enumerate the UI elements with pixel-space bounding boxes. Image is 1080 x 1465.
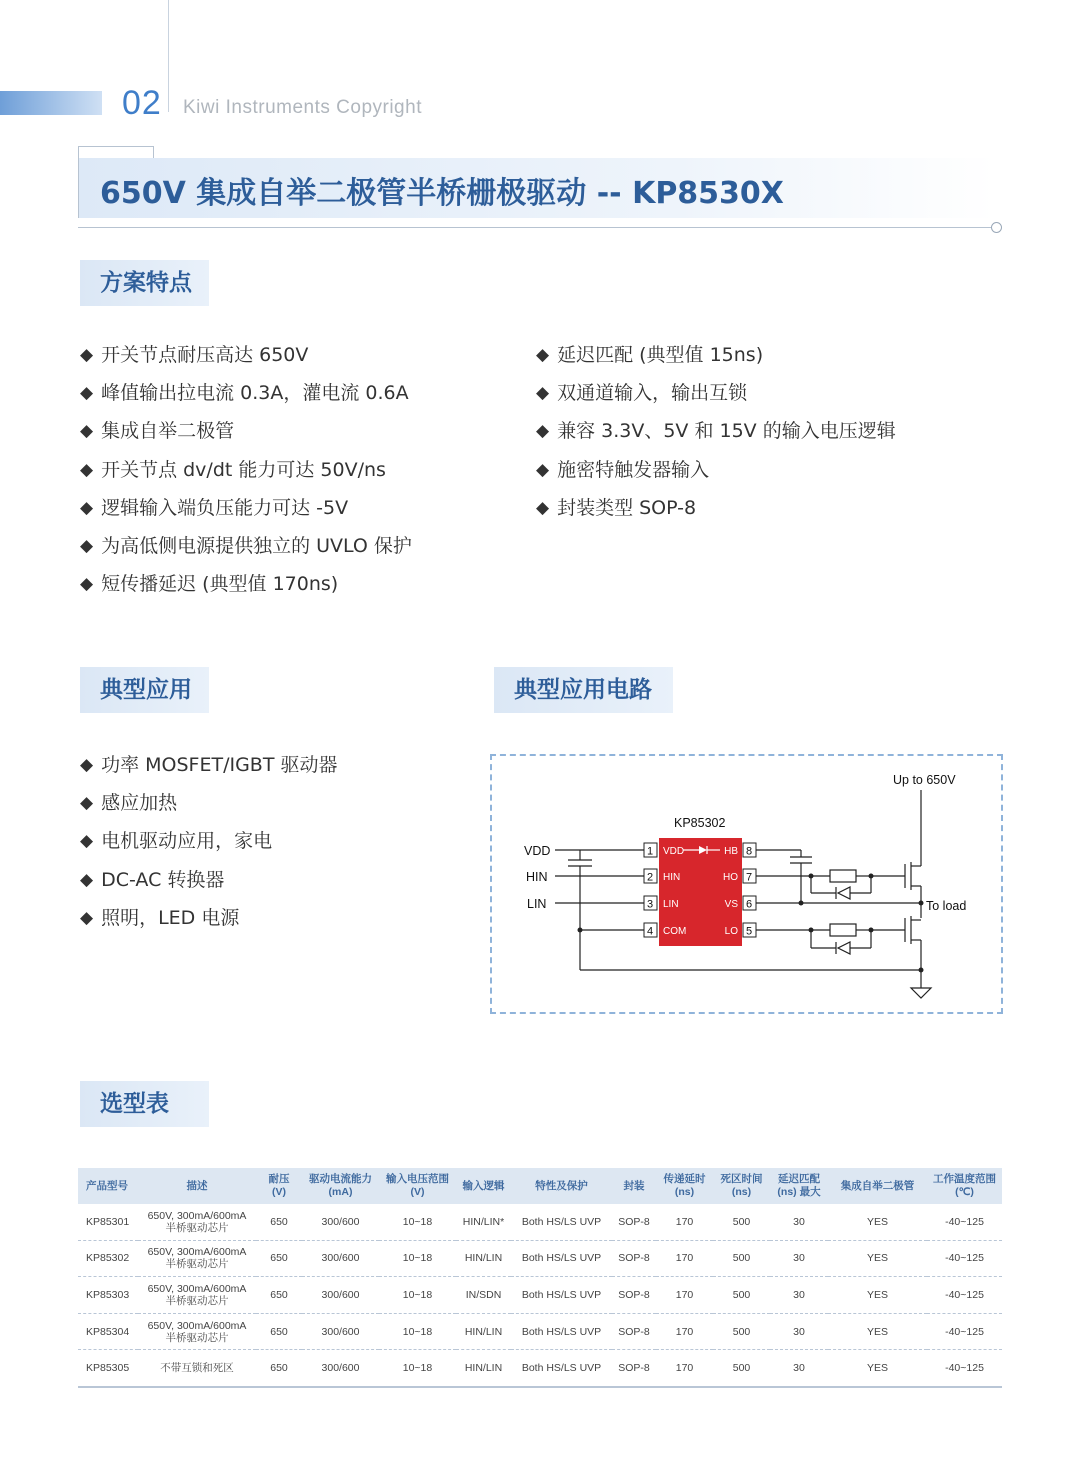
table-cell bbox=[713, 1350, 770, 1387]
table-cell-text: 650 bbox=[270, 1215, 288, 1228]
table-cell-text: HIN/LIN* bbox=[462, 1215, 505, 1228]
feature-item: ◆ 开关节点 dv/dt 能力可达 50V/ns bbox=[80, 451, 412, 489]
table-header-cell bbox=[713, 1168, 770, 1204]
table-cell bbox=[138, 1313, 256, 1350]
table-cell-text: 650 bbox=[270, 1252, 288, 1265]
feature-item: ◆ 施密特触发器输入 bbox=[536, 451, 896, 489]
table-cell bbox=[927, 1350, 1002, 1387]
table-cell-text: Both HS/LS UVP bbox=[521, 1288, 602, 1301]
table-header-cell bbox=[927, 1168, 1002, 1204]
table-cell bbox=[138, 1204, 256, 1240]
table-cell bbox=[456, 1204, 511, 1240]
table-cell bbox=[713, 1277, 770, 1314]
table-cell-text: 半桥驱动芯片 bbox=[165, 1221, 229, 1234]
circuit-heading: 典型应用电路 bbox=[494, 667, 673, 713]
title-rule-end-dot bbox=[991, 222, 1002, 233]
table-cell bbox=[770, 1350, 828, 1387]
table-header-text: (ns) bbox=[731, 1186, 752, 1198]
table-cell bbox=[78, 1204, 138, 1240]
table-cell bbox=[927, 1240, 1002, 1277]
page-number: 02 bbox=[122, 84, 162, 122]
table-header-text: 特性及保护 bbox=[535, 1179, 588, 1192]
table-cell-text: 170 bbox=[675, 1215, 694, 1228]
table-cell bbox=[927, 1277, 1002, 1314]
table-cell-text: 500 bbox=[732, 1215, 751, 1228]
table-header-text: (℃) bbox=[955, 1186, 974, 1198]
table-cell bbox=[78, 1277, 138, 1314]
table-cell bbox=[302, 1204, 379, 1240]
table-row bbox=[78, 1313, 1002, 1350]
table-cell bbox=[770, 1313, 828, 1350]
table-cell bbox=[302, 1277, 379, 1314]
table-cell-text: Both HS/LS UVP bbox=[521, 1325, 602, 1338]
table-cell-text: -40~125 bbox=[945, 1252, 984, 1265]
chip-pin-number: 8 bbox=[746, 845, 753, 858]
table-cell bbox=[511, 1350, 612, 1387]
table-cell-text: 半桥驱动芯片 bbox=[165, 1294, 229, 1307]
table-cell bbox=[511, 1240, 612, 1277]
table-cell bbox=[256, 1240, 302, 1277]
table-header-cell bbox=[828, 1168, 927, 1204]
table-cell bbox=[927, 1204, 1002, 1240]
feature-item: ◆ 短传播延迟 (典型值 170ns) bbox=[80, 565, 412, 603]
table-cell bbox=[656, 1277, 713, 1314]
table-cell-text: 10~18 bbox=[402, 1215, 433, 1228]
input-label-hin: HIN bbox=[526, 870, 548, 884]
table-cell bbox=[511, 1277, 612, 1314]
table-cell-text: Both HS/LS UVP bbox=[521, 1252, 602, 1265]
feature-item: ◆ 峰值输出拉电流 0.3A，灌电流 0.6A bbox=[80, 374, 412, 412]
chip-pin-name: LO bbox=[724, 926, 738, 937]
feature-item: ◆ 逻辑输入端负压能力可达 -5V bbox=[80, 489, 412, 527]
chip-pin-name: COM bbox=[663, 926, 687, 937]
table-cell-text: 10~18 bbox=[402, 1362, 433, 1375]
table-cell-text: 半桥驱动芯片 bbox=[165, 1258, 229, 1271]
feature-item: ◆ 为高低侧电源提供独立的 UVLO 保护 bbox=[80, 527, 412, 565]
table-cell bbox=[713, 1313, 770, 1350]
table-header-text: (V) bbox=[272, 1186, 286, 1198]
table-cell-text: IN/SDN bbox=[465, 1288, 502, 1301]
table-cell bbox=[302, 1240, 379, 1277]
table-cell bbox=[828, 1240, 927, 1277]
copyright-text: Kiwi Instruments Copyright bbox=[183, 97, 422, 118]
table-cell-text: KP85302 bbox=[86, 1252, 130, 1265]
table-cell-text: -40~125 bbox=[945, 1362, 984, 1375]
table-header-cell bbox=[138, 1168, 256, 1204]
input-label-vdd: VDD bbox=[524, 844, 551, 858]
table-header-cell bbox=[656, 1168, 713, 1204]
features-left-list bbox=[80, 336, 412, 603]
table-cell bbox=[828, 1204, 927, 1240]
table-cell-text: 300/600 bbox=[321, 1362, 360, 1375]
table-cell-text: 30 bbox=[793, 1252, 805, 1265]
table-cell bbox=[828, 1313, 927, 1350]
table-cell bbox=[138, 1277, 256, 1314]
table-cell bbox=[612, 1204, 656, 1240]
table-header-cell bbox=[770, 1168, 828, 1204]
table-header-cell bbox=[612, 1168, 656, 1204]
table-header-text: (V) bbox=[410, 1186, 425, 1198]
table-cell-text: 650V, 300mA/600mA bbox=[147, 1319, 247, 1332]
table-cell-text: -40~125 bbox=[945, 1215, 984, 1228]
title-rule bbox=[78, 227, 991, 228]
table-header-text: 输入逻辑 bbox=[462, 1179, 505, 1192]
table-cell-text: 650V, 300mA/600mA bbox=[147, 1282, 247, 1295]
table-cell-text: 500 bbox=[732, 1288, 751, 1301]
feature-item: ◆ 开关节点耐压高达 650V bbox=[80, 336, 412, 374]
table-cell-text: 170 bbox=[675, 1325, 694, 1338]
table-cell bbox=[302, 1313, 379, 1350]
selection-table bbox=[78, 1168, 1002, 1388]
table-cell bbox=[78, 1350, 138, 1387]
table-cell-text: YES bbox=[866, 1288, 888, 1301]
table-cell bbox=[379, 1204, 456, 1240]
application-item: ◆ 照明，LED 电源 bbox=[80, 899, 337, 937]
table-cell-text: 30 bbox=[793, 1288, 805, 1301]
table-cell bbox=[770, 1240, 828, 1277]
table-cell bbox=[256, 1350, 302, 1387]
selection-table-header bbox=[78, 1168, 1002, 1204]
table-header-text: 输入电压范围 bbox=[386, 1173, 449, 1185]
table-header-text: 描述 bbox=[186, 1179, 208, 1192]
table-cell bbox=[256, 1204, 302, 1240]
table-cell-text: HIN/LIN bbox=[464, 1362, 503, 1375]
table-cell bbox=[656, 1350, 713, 1387]
application-item: ◆ DC-AC 转换器 bbox=[80, 861, 337, 899]
table-cell bbox=[927, 1313, 1002, 1350]
table-cell bbox=[656, 1204, 713, 1240]
table-cell-text: 10~18 bbox=[402, 1288, 433, 1301]
table-cell-text: 300/600 bbox=[321, 1252, 360, 1265]
table-header-text: (ns) bbox=[674, 1186, 695, 1198]
table-cell bbox=[770, 1277, 828, 1314]
table-cell bbox=[456, 1350, 511, 1387]
table-cell-text: YES bbox=[866, 1215, 888, 1228]
table-header-text: 产品型号 bbox=[86, 1179, 128, 1192]
table-header-text: 工作温度范围 bbox=[933, 1173, 996, 1185]
table-header-text: 延迟匹配 bbox=[778, 1173, 820, 1185]
table-header-text: (ns) 最大 bbox=[777, 1186, 821, 1198]
table-row bbox=[78, 1240, 1002, 1277]
table-cell bbox=[78, 1313, 138, 1350]
table-cell-text: SOP-8 bbox=[618, 1362, 650, 1375]
table-header-cell bbox=[256, 1168, 302, 1204]
table-cell bbox=[770, 1204, 828, 1240]
input-label-lin: LIN bbox=[527, 897, 547, 911]
table-cell bbox=[828, 1350, 927, 1387]
table-cell bbox=[656, 1240, 713, 1277]
chip-pin-name: HB bbox=[724, 846, 738, 857]
table-cell-text: HIN/LIN bbox=[464, 1252, 503, 1265]
chip-pin-name: LIN bbox=[663, 899, 679, 910]
feature-item: ◆ 延迟匹配 (典型值 15ns) bbox=[536, 336, 896, 374]
table-header-text: 死区时间 bbox=[720, 1173, 763, 1185]
table-cell bbox=[379, 1350, 456, 1387]
features-heading: 方案特点 bbox=[80, 260, 209, 306]
table-cell-text: SOP-8 bbox=[618, 1288, 650, 1301]
table-cell-text: 不带互锁和死区 bbox=[160, 1362, 234, 1375]
table-cell bbox=[302, 1350, 379, 1387]
circuit-diagram bbox=[490, 754, 1003, 1014]
applications-list bbox=[80, 746, 337, 937]
selection-heading: 选型表 bbox=[80, 1081, 209, 1127]
supply-label: Up to 650V bbox=[893, 773, 956, 787]
chip-pin-name: VDD bbox=[663, 846, 685, 857]
table-cell-text: KP85304 bbox=[86, 1325, 130, 1338]
table-cell-text: KP85301 bbox=[86, 1215, 130, 1228]
feature-item: ◆ 兼容 3.3V、5V 和 15V 的输入电压逻辑 bbox=[536, 412, 896, 450]
table-cell-text: Both HS/LS UVP bbox=[521, 1362, 602, 1375]
chip-pin-number: 1 bbox=[647, 845, 654, 858]
table-cell-text: 650V, 300mA/600mA bbox=[147, 1209, 247, 1222]
table-cell bbox=[612, 1277, 656, 1314]
table-cell bbox=[78, 1240, 138, 1277]
table-cell-text: 170 bbox=[675, 1252, 694, 1265]
table-cell bbox=[379, 1313, 456, 1350]
table-cell-text: 170 bbox=[675, 1288, 694, 1301]
table-cell bbox=[612, 1350, 656, 1387]
header-accent-bar bbox=[0, 91, 102, 115]
table-cell-text: 650 bbox=[270, 1288, 288, 1301]
table-cell bbox=[138, 1240, 256, 1277]
table-cell bbox=[456, 1240, 511, 1277]
features-right-list bbox=[536, 336, 896, 527]
table-cell-text: 10~18 bbox=[402, 1325, 433, 1338]
table-row bbox=[78, 1277, 1002, 1314]
table-cell-text: SOP-8 bbox=[618, 1252, 650, 1265]
table-header-cell bbox=[78, 1168, 138, 1204]
table-cell bbox=[511, 1204, 612, 1240]
table-cell-text: HIN/LIN bbox=[464, 1325, 503, 1338]
application-item: ◆ 感应加热 bbox=[80, 784, 337, 822]
chip-pin-name: VS bbox=[724, 899, 738, 910]
table-cell bbox=[456, 1313, 511, 1350]
table-cell-text: 半桥驱动芯片 bbox=[165, 1331, 229, 1344]
table-cell-text: 500 bbox=[732, 1252, 751, 1265]
table-cell-text: 500 bbox=[732, 1362, 751, 1375]
table-cell-text: -40~125 bbox=[945, 1288, 984, 1301]
table-row bbox=[78, 1350, 1002, 1387]
table-cell-text: 650V, 300mA/600mA bbox=[147, 1246, 247, 1259]
chip-name-label: KP85302 bbox=[674, 816, 726, 830]
table-cell bbox=[138, 1350, 256, 1387]
table-cell-text: 30 bbox=[793, 1215, 805, 1228]
table-cell bbox=[612, 1313, 656, 1350]
table-cell-text: 300/600 bbox=[321, 1325, 360, 1338]
header-divider bbox=[168, 0, 169, 112]
chip-pin-number: 7 bbox=[746, 871, 753, 884]
table-header-text: 集成自举二极管 bbox=[840, 1179, 915, 1192]
table-cell bbox=[379, 1277, 456, 1314]
feature-item: ◆ 集成自举二极管 bbox=[80, 412, 412, 450]
chip-pin-number: 3 bbox=[647, 898, 654, 911]
table-cell-text: 170 bbox=[675, 1362, 694, 1375]
table-row bbox=[78, 1204, 1002, 1240]
application-item: ◆ 功率 MOSFET/IGBT 驱动器 bbox=[80, 746, 337, 784]
application-item: ◆ 电机驱动应用，家电 bbox=[80, 822, 337, 860]
table-cell-text: SOP-8 bbox=[618, 1215, 650, 1228]
table-cell-text: 300/600 bbox=[321, 1288, 360, 1301]
chip-pin-number: 5 bbox=[746, 925, 753, 938]
table-cell-text: 10~18 bbox=[402, 1252, 433, 1265]
table-cell-text: 300/600 bbox=[321, 1215, 360, 1228]
table-cell-text: YES bbox=[866, 1252, 888, 1265]
table-header-text: (mA) bbox=[328, 1186, 353, 1198]
chip-pin-number: 6 bbox=[746, 898, 753, 911]
table-cell-text: SOP-8 bbox=[618, 1325, 650, 1338]
table-cell bbox=[713, 1204, 770, 1240]
table-header-text: 耐压 bbox=[268, 1173, 290, 1185]
table-cell-text: -40~125 bbox=[945, 1325, 984, 1338]
table-cell-text: KP85303 bbox=[86, 1288, 130, 1301]
table-cell-text: KP85305 bbox=[86, 1362, 130, 1375]
table-cell bbox=[456, 1277, 511, 1314]
table-cell bbox=[379, 1240, 456, 1277]
page-title: 650V 集成自举二极管半桥栅极驱动 -- KP8530X bbox=[100, 176, 784, 211]
table-cell-text: YES bbox=[866, 1362, 888, 1375]
load-label: To load bbox=[926, 899, 967, 913]
table-cell bbox=[656, 1313, 713, 1350]
table-header-text: 驱动电流能力 bbox=[309, 1173, 372, 1185]
applications-heading: 典型应用 bbox=[80, 667, 209, 713]
table-cell-text: 30 bbox=[793, 1362, 805, 1375]
table-cell bbox=[511, 1313, 612, 1350]
table-header-text: 封装 bbox=[623, 1179, 645, 1192]
table-cell-text: 500 bbox=[732, 1325, 751, 1338]
table-header-cell bbox=[456, 1168, 511, 1204]
table-cell-text: 30 bbox=[793, 1325, 805, 1338]
table-header-cell bbox=[511, 1168, 612, 1204]
table-cell bbox=[256, 1313, 302, 1350]
table-cell bbox=[256, 1277, 302, 1314]
table-cell bbox=[828, 1277, 927, 1314]
table-header-cell bbox=[379, 1168, 456, 1204]
table-cell bbox=[713, 1240, 770, 1277]
table-cell-text: YES bbox=[866, 1325, 888, 1338]
chip-pin-name: HO bbox=[723, 872, 738, 883]
table-cell-text: 650 bbox=[270, 1362, 288, 1375]
chip-pin-name: HIN bbox=[663, 872, 681, 883]
table-cell bbox=[612, 1240, 656, 1277]
table-header-text: 传递延时 bbox=[663, 1173, 706, 1185]
table-cell-text: 650 bbox=[270, 1325, 288, 1338]
chip-pin-number: 4 bbox=[647, 925, 654, 938]
feature-item: ◆ 封装类型 SOP-8 bbox=[536, 489, 896, 527]
chip-pin-number: 2 bbox=[647, 871, 654, 884]
table-header-cell bbox=[302, 1168, 379, 1204]
table-cell-text: Both HS/LS UVP bbox=[521, 1215, 602, 1228]
feature-item: ◆ 双通道输入，输出互锁 bbox=[536, 374, 896, 412]
